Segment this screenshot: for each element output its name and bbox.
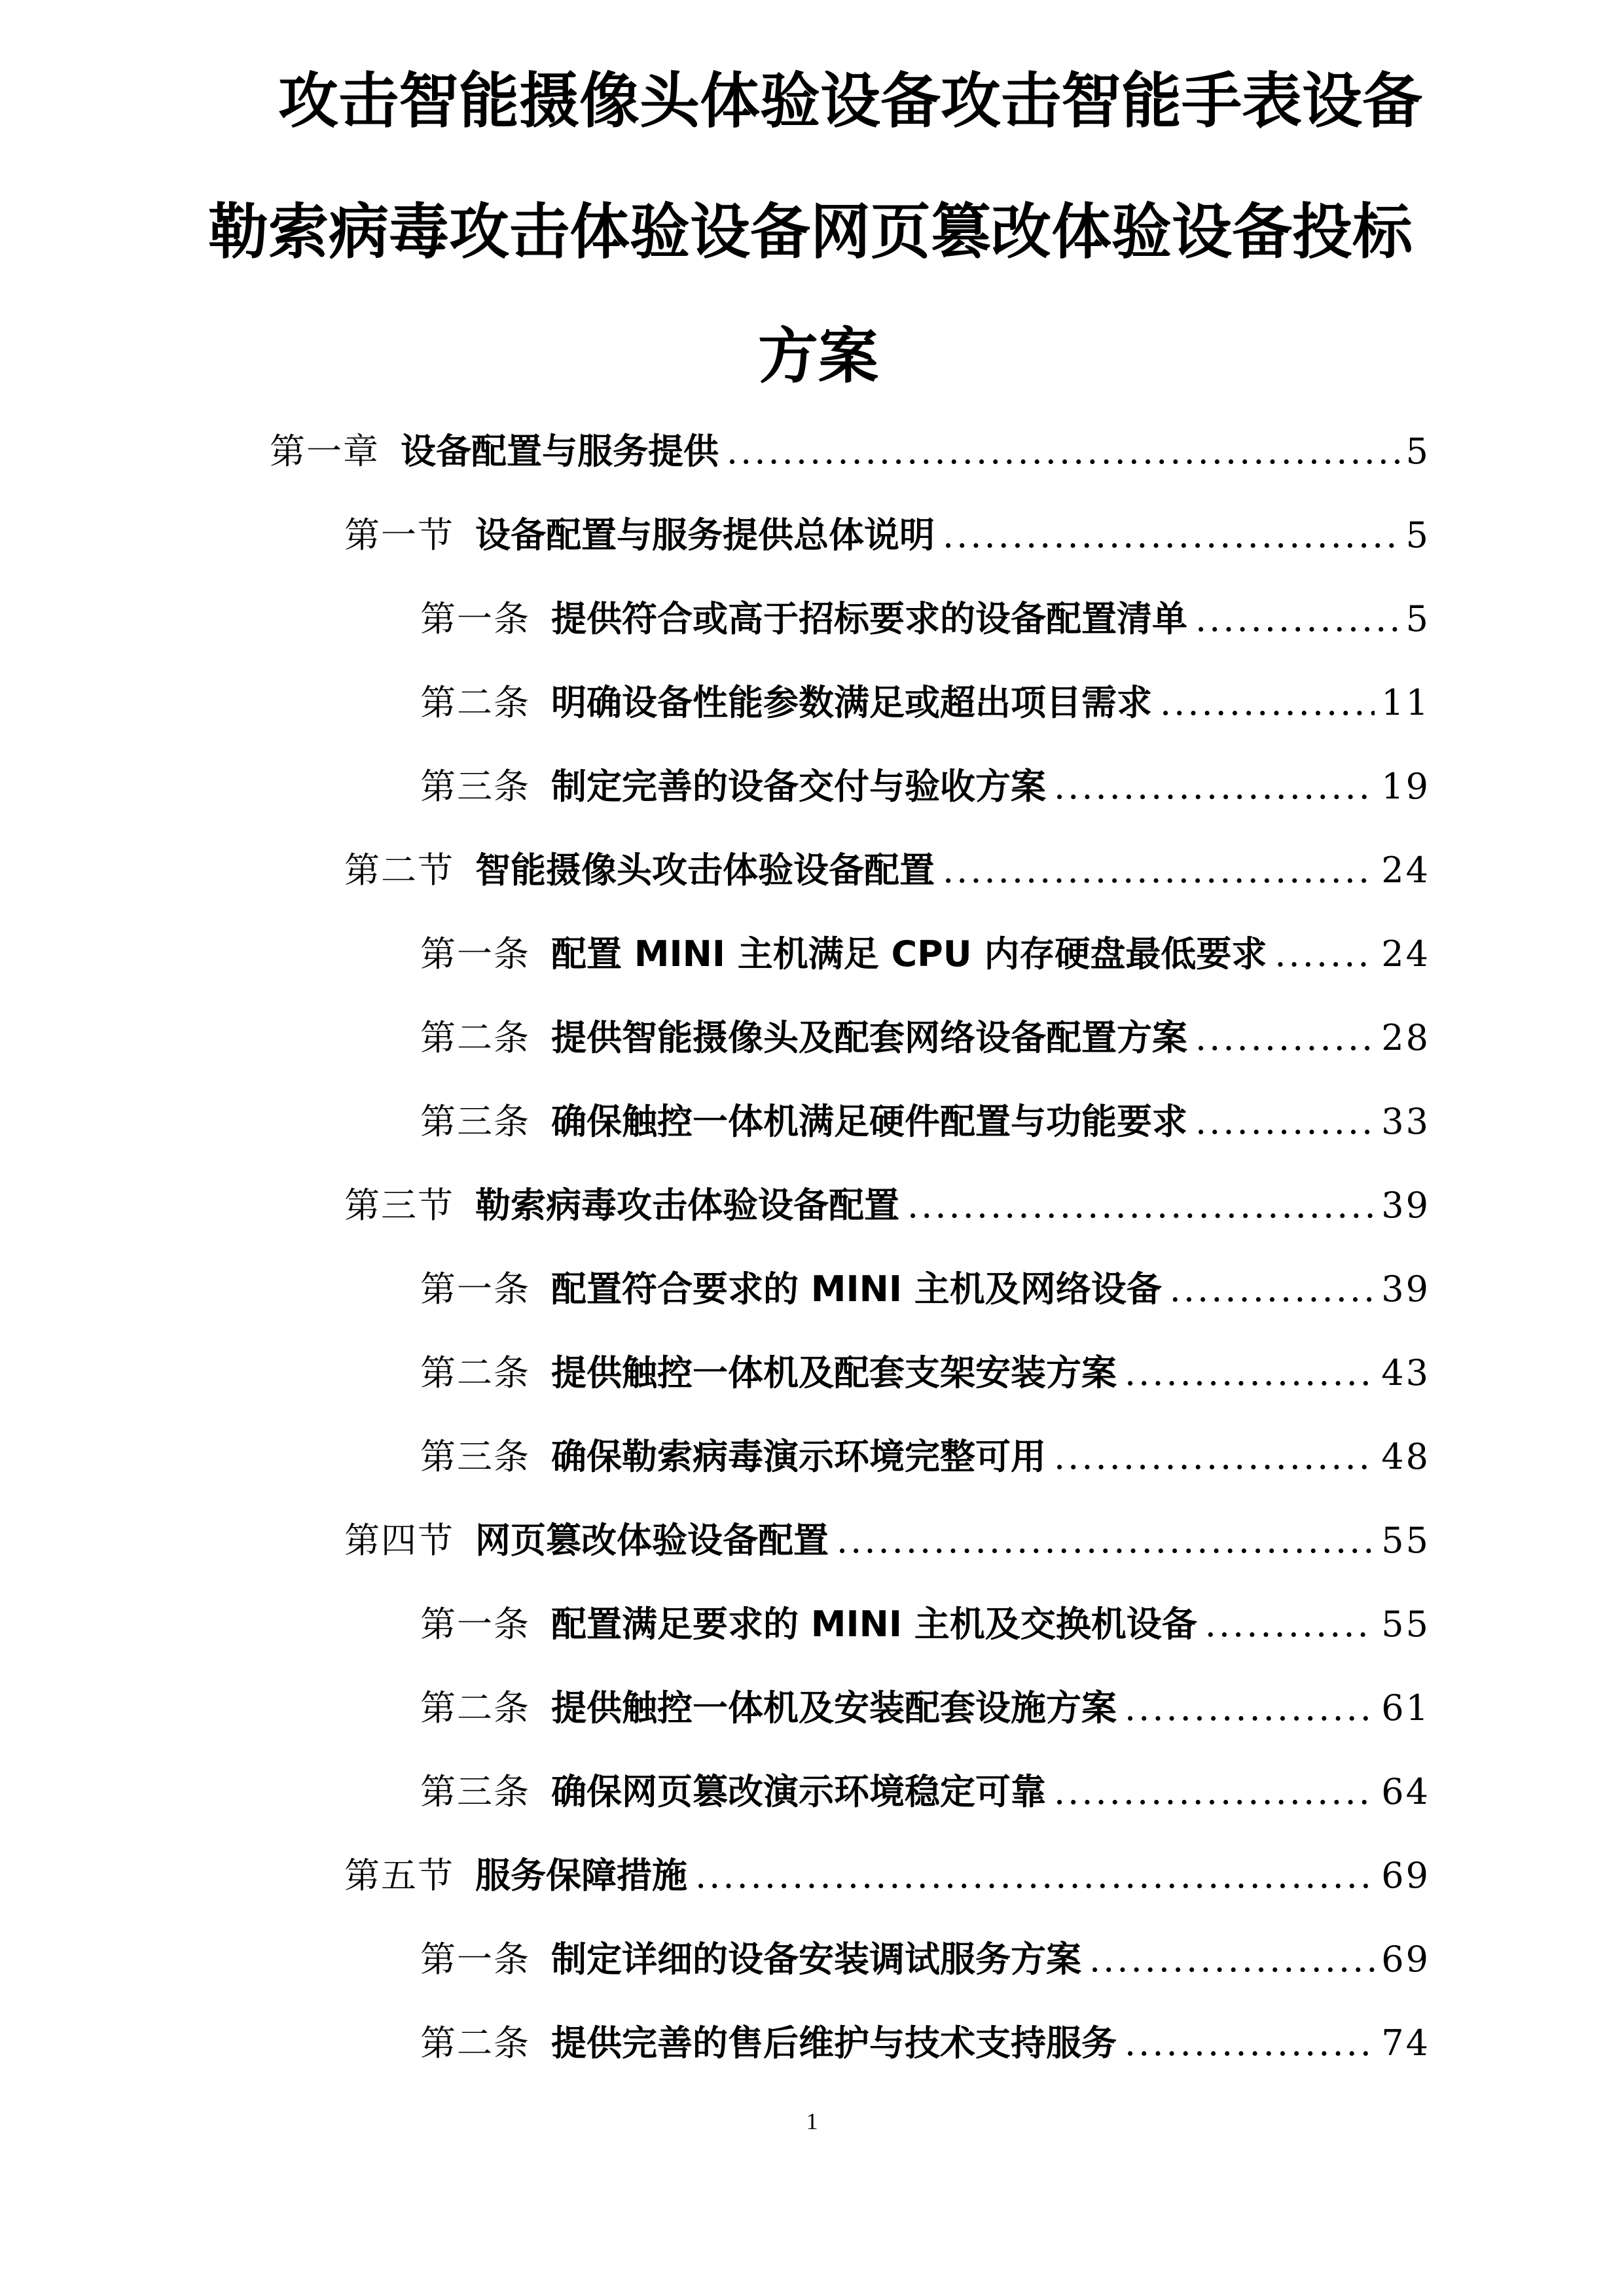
toc-dot-leader bbox=[1054, 761, 1375, 813]
toc-entry-page: 33 bbox=[1381, 1101, 1430, 1142]
toc-entry-title: 服务保障措施 bbox=[475, 1855, 687, 1896]
toc-entry-page: 74 bbox=[1381, 2022, 1430, 2064]
title-line-2: 勒索病毒攻击体验设备网页篡改体验设备投标 bbox=[208, 197, 1413, 267]
toc-entry-title: 确保触控一体机满足硬件配置与功能要求 bbox=[551, 1101, 1187, 1142]
toc-entry-label: 第一条 bbox=[420, 1604, 530, 1645]
toc-entry-label: 第二节 bbox=[344, 850, 454, 891]
toc-entry-label: 第一条 bbox=[420, 1939, 530, 1980]
toc-dot-leader bbox=[1195, 593, 1399, 645]
toc-dot-leader bbox=[943, 509, 1399, 562]
toc-dot-leader bbox=[1054, 1766, 1375, 1818]
title-line-1: 攻击智能摄像头体验设备攻击智能手表设备 bbox=[278, 66, 1423, 136]
toc-dot-leader bbox=[727, 425, 1399, 478]
toc-dot-leader bbox=[1170, 1263, 1375, 1316]
toc-entry-title: 制定完善的设备交付与验收方案 bbox=[551, 766, 1046, 807]
toc-entry-label: 第二条 bbox=[420, 1352, 530, 1393]
toc-dot-leader bbox=[1089, 1933, 1375, 1986]
toc-entry[interactable] bbox=[344, 1515, 1430, 1567]
toc-dot-leader bbox=[1195, 1096, 1375, 1148]
toc-dot-leader bbox=[943, 844, 1375, 897]
title-line-3: 方案 bbox=[757, 321, 878, 391]
toc-entry[interactable] bbox=[420, 1766, 1430, 1818]
toc-entry-label: 第三条 bbox=[420, 1101, 530, 1142]
toc-entry-label: 第二条 bbox=[420, 1687, 530, 1729]
toc-entry-title: 勒索病毒攻击体验设备配置 bbox=[475, 1185, 899, 1226]
toc-entry-page: 24 bbox=[1381, 933, 1430, 975]
toc-dot-leader bbox=[1125, 1682, 1375, 1734]
toc-entry-page: 61 bbox=[1381, 1687, 1430, 1729]
toc-dot-leader bbox=[1160, 677, 1375, 729]
toc-entry-title: 提供符合或高于招标要求的设备配置清单 bbox=[551, 598, 1187, 639]
toc-entry[interactable] bbox=[420, 1263, 1430, 1316]
toc-dot-leader bbox=[837, 1515, 1375, 1567]
toc-entry[interactable] bbox=[420, 1012, 1430, 1064]
toc-entry-title: 确保勒索病毒演示环境完整可用 bbox=[551, 1436, 1046, 1477]
toc-entry-label: 第四节 bbox=[344, 1520, 454, 1561]
toc-entry-label: 第二条 bbox=[420, 1017, 530, 1058]
toc-entry-page: 43 bbox=[1381, 1352, 1430, 1393]
toc-entry-page: 48 bbox=[1381, 1436, 1430, 1477]
toc-entry-page: 55 bbox=[1381, 1520, 1430, 1561]
toc-entry-label: 第三条 bbox=[420, 1436, 530, 1477]
toc-entry[interactable] bbox=[420, 1096, 1430, 1148]
toc-entry-label: 第三条 bbox=[420, 1771, 530, 1812]
toc-entry[interactable] bbox=[420, 677, 1430, 729]
toc-entry[interactable] bbox=[420, 1682, 1430, 1734]
toc-entry-title: 制定详细的设备安装调试服务方案 bbox=[551, 1939, 1081, 1980]
toc-entry[interactable] bbox=[420, 928, 1430, 980]
toc-entry[interactable] bbox=[344, 844, 1430, 897]
toc-entry-label: 第一条 bbox=[420, 598, 530, 639]
toc-entry-title: 提供完善的售后维护与技术支持服务 bbox=[551, 2022, 1117, 2064]
toc-entry-page: 5 bbox=[1405, 598, 1430, 639]
toc-entry-page: 24 bbox=[1381, 850, 1430, 891]
toc-entry-title: 设备配置与服务提供 bbox=[401, 431, 719, 472]
toc-entry[interactable] bbox=[420, 2017, 1430, 2070]
toc-entry-page: 64 bbox=[1381, 1771, 1430, 1812]
toc-entry-title: 网页篡改体验设备配置 bbox=[475, 1520, 829, 1561]
toc-entry-label: 第一节 bbox=[344, 514, 454, 556]
toc-entry-page: 28 bbox=[1381, 1017, 1430, 1058]
toc-entry[interactable] bbox=[420, 593, 1430, 645]
toc-dot-leader bbox=[1205, 1598, 1375, 1651]
toc-entry-label: 第三条 bbox=[420, 766, 530, 807]
toc-entry-label: 第二条 bbox=[420, 682, 530, 723]
toc-entry-label: 第五节 bbox=[344, 1855, 454, 1896]
toc-entry-title: 智能摄像头攻击体验设备配置 bbox=[475, 850, 935, 891]
toc-entry[interactable] bbox=[344, 1179, 1430, 1232]
toc-entry-page: 69 bbox=[1381, 1939, 1430, 1980]
toc-entry-label: 第二条 bbox=[420, 2022, 530, 2064]
toc-entry-page: 19 bbox=[1381, 766, 1430, 807]
toc-entry-label: 第一章 bbox=[270, 431, 380, 472]
toc-dot-leader bbox=[1274, 928, 1375, 980]
toc-entry-page: 39 bbox=[1381, 1185, 1430, 1226]
toc-entry-title: 设备配置与服务提供总体说明 bbox=[475, 514, 935, 556]
toc-entry-page: 39 bbox=[1381, 1268, 1430, 1310]
toc-entry-title: 提供触控一体机及安装配套设施方案 bbox=[551, 1687, 1117, 1729]
page-number: 1 bbox=[806, 2108, 818, 2134]
toc-entry-title: 明确设备性能参数满足或超出项目需求 bbox=[551, 682, 1152, 723]
toc-entry-title: 配置符合要求的 MINI 主机及网络设备 bbox=[551, 1268, 1162, 1310]
toc-entry-page: 5 bbox=[1405, 514, 1430, 556]
toc-entry[interactable] bbox=[344, 509, 1430, 562]
toc-dot-leader bbox=[1125, 2017, 1375, 2070]
toc-entry[interactable] bbox=[420, 1347, 1430, 1399]
toc-entry[interactable] bbox=[420, 1431, 1430, 1483]
toc-entry[interactable] bbox=[420, 1933, 1430, 1986]
toc-entry-title: 提供触控一体机及配套支架安装方案 bbox=[551, 1352, 1117, 1393]
toc-entry-page: 11 bbox=[1381, 682, 1430, 723]
toc-entry[interactable] bbox=[270, 425, 1430, 478]
toc-entry[interactable] bbox=[420, 761, 1430, 813]
toc-entry-title: 配置满足要求的 MINI 主机及交换机设备 bbox=[551, 1604, 1197, 1645]
toc-dot-leader bbox=[907, 1179, 1375, 1232]
toc-entry-title: 配置 MINI 主机满足 CPU 内存硬盘最低要求 bbox=[551, 933, 1267, 975]
toc-entry-page: 69 bbox=[1381, 1855, 1430, 1896]
toc-entry[interactable] bbox=[344, 1850, 1430, 1902]
toc-dot-leader bbox=[1195, 1012, 1375, 1064]
toc-dot-leader bbox=[695, 1850, 1375, 1902]
toc-entry[interactable] bbox=[420, 1598, 1430, 1651]
toc-dot-leader bbox=[1125, 1347, 1375, 1399]
toc-entry-page: 55 bbox=[1381, 1604, 1430, 1645]
toc-entry-label: 第一条 bbox=[420, 933, 530, 975]
toc-entry-page: 5 bbox=[1405, 431, 1430, 472]
toc-entry-title: 确保网页篡改演示环境稳定可靠 bbox=[551, 1771, 1046, 1812]
toc-entry-label: 第一条 bbox=[420, 1268, 530, 1310]
toc-dot-leader bbox=[1054, 1431, 1375, 1483]
toc-entry-label: 第三节 bbox=[344, 1185, 454, 1226]
toc-entry-title: 提供智能摄像头及配套网络设备配置方案 bbox=[551, 1017, 1187, 1058]
